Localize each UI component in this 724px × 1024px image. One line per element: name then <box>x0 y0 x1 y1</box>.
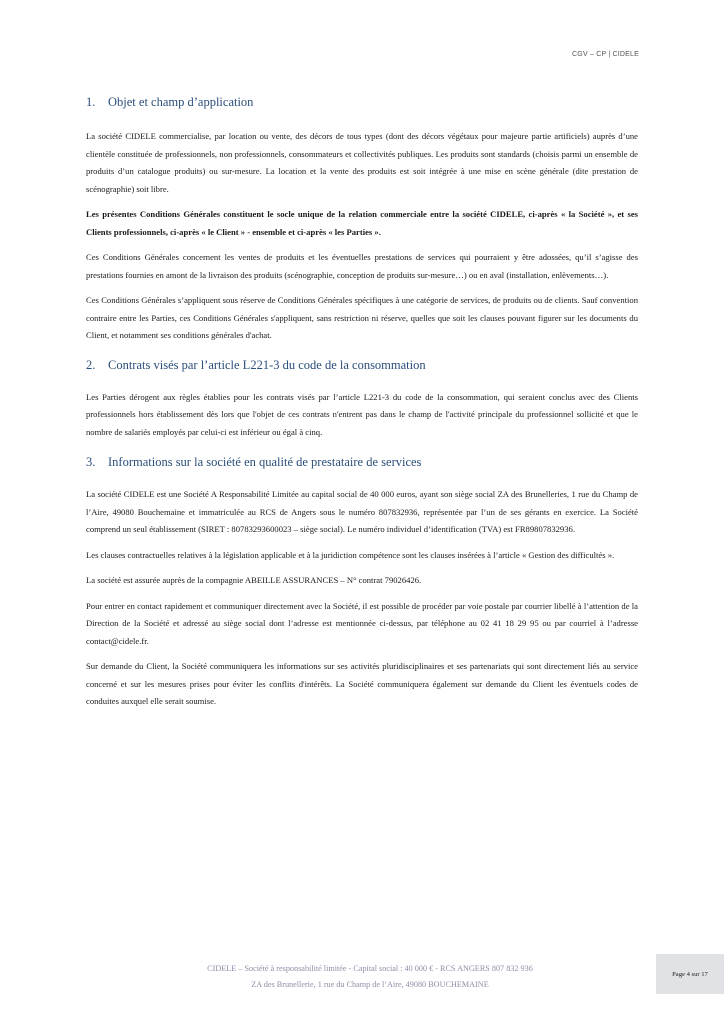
section-3-paragraph: Pour entrer en contact rapidement et communiquer directement avec la Société, il est possible de procéder par voie postale par courrier libellé à l’attention de la Direction de la Société et adressé au siège social dont l’adresse est mentionnée ci-dessus, par téléphone au 02 41 18 29 95 ou par courriel à l’adresse contact@cidele.fr. <box>86 600 638 646</box>
section-3-number: 3. <box>86 455 96 469</box>
section-2-paragraph: Les Parties dérogent aux règles établies pour les contrats visés par l’article L221-3 du code de la consommation, qui seraient conclus avec des Clients professionnels hors établissement dès lors que l'objet de ces contrats n'entrent pas dans le champ de l'activité principale du professionnel sollicité et que le nombre de salariés employés par celui-ci est inférieur ou égal à cinq. <box>86 391 638 437</box>
section-3-paragraph: La société est assurée auprès de la compagnie ABEILLE ASSURANCES – N° contrat 79026426. <box>86 575 422 585</box>
section-3-paragraph: Les clauses contractuelles relatives à la législation applicable et à la juridiction compétence sont les clauses insérées à l’article « Gestion des difficultés ». <box>86 549 615 560</box>
section-2-heading <box>86 355 638 375</box>
section-3-heading <box>86 452 638 472</box>
section-1-paragraph: La société CIDELE commercialise, par location ou vente, des décors de tous types (dont des décors végétaux pour majeure partie artificiels) auprès d’une clientèle constituée de professionnels, non professionnels, consommateurs et collectivités publiques. Les produits sont standards (choisis parmi un ensemble de produits d’un catalogue produits) ou sur-mesure. La location et la vente des produits est soit intégrée à une mise en scène générale (dite prestation de scénographie) soit libre. <box>86 131 638 194</box>
page-header-ref: CGV – CP | CIDELE <box>572 51 639 58</box>
document-body <box>86 90 638 711</box>
section-1-bold-paragraph: Les présentes Conditions Générales constituent le socle unique de la relation commerciale entre la société CIDELE, ci-après « la Société », et ses Clients professionnels, ci-après « le Client » - ensemble et ci-après « les Parties ». <box>86 209 638 237</box>
section-3-paragraph: Sur demande du Client, la Société communiquera les informations sur ses activités pluridisciplinaires et ses partenariats qui sont directement liés au service concerné et sur les mesures prises pour éviter les conflits d'intérêts. La Société communiquera également sur demande du Client les éventuels codes de conduites auxquel elle serait soumise. <box>86 661 638 706</box>
page-number: Page 4 sur 17 <box>672 970 708 978</box>
section-1-number: 1. <box>86 95 96 109</box>
page-number-box <box>656 954 724 994</box>
section-2-number: 2. <box>86 357 96 372</box>
section-3-title: Informations sur la société en qualité de prestataire de services <box>108 455 422 469</box>
page-footer <box>150 961 590 992</box>
section-2-title: Contrats visés par l’article L221-3 du code de la consommation <box>108 357 426 372</box>
section-3-paragraph: La société CIDELE est une Société A Responsabilité Limitée au capital social de 40 000 euros, ayant son siège social ZA des Brunelleries, 1 rue du Champ de l’Aire, 49080 Bouchemaine et immatriculée au RCS de Angers sous le numéro 807832936, représentée par l’un de ses gérants en exercice. La Société comprend un seul établissement (SIRET : 80783293600023 – siège social). Le numéro individuel d’identification (TVA) est FR89807832936. <box>86 489 638 534</box>
section-1-paragraph: Ces Conditions Générales concernent les ventes de produits et les éventuelles prestations de services qui pourraient y être adossées, qu’il s’agisse des prestations fournies en amont de la livraison des produits (scénographie, conception de produits sur-mesure…) ou en aval (installation, enlèvements…). <box>86 252 638 280</box>
section-1-title: Objet et champ d’application <box>108 95 254 109</box>
section-1-paragraph: Ces Conditions Générales s’appliquent sous réserve de Conditions Générales spécifiques à une catégorie de services, de produits ou de clients. Sauf convention contraire entre les Parties, ces Conditions Générales s'appliquent, sans restriction ni réserve, quelles que soit les clauses pouvant figurer sur les documents du Client, et notamment ses conditions générales d'achat. <box>86 295 638 340</box>
section-1-heading <box>86 92 638 112</box>
footer-company-line: CIDELE – Société à responsabilité limitée - Capital social : 40 000 € - RCS ANGERS 807 832 936 <box>207 964 533 973</box>
footer-address-line: ZA des Brunellerie, 1 rue du Champ de l’Aire, 49080 BOUCHEMAINE <box>251 979 489 989</box>
